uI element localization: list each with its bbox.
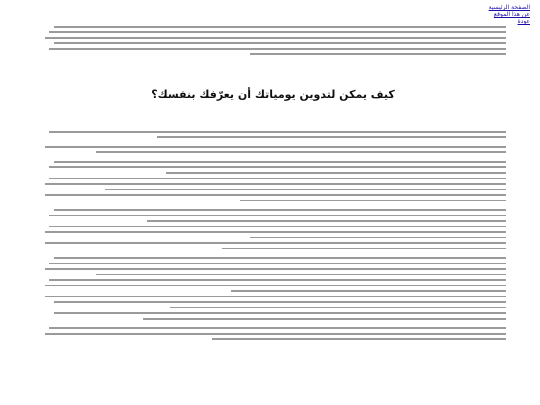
text-placeholder [40, 296, 506, 309]
article-paragraph [40, 161, 506, 174]
article-paragraph [40, 257, 506, 275]
text-line [250, 237, 506, 239]
text-line [105, 189, 506, 191]
article [40, 26, 506, 344]
text-placeholder [40, 226, 506, 239]
article-paragraph [40, 146, 506, 157]
article-paragraph [40, 131, 506, 142]
article-title: كيف يمكن لتدوين يومياتك أن يعرّفك بنفسك؟ [151, 88, 395, 101]
text-line [49, 327, 506, 329]
text-line [49, 279, 506, 281]
nav-link-about[interactable]: عن هذا الموقع [493, 11, 530, 18]
text-placeholder [40, 257, 506, 275]
text-line [157, 136, 507, 138]
text-line [45, 333, 506, 335]
text-line [45, 231, 506, 233]
text-line [231, 290, 506, 292]
text-placeholder [40, 242, 506, 249]
text-line [96, 151, 506, 153]
text-line [212, 338, 506, 340]
text-line [240, 200, 506, 202]
text-line [49, 215, 506, 217]
text-line [49, 48, 506, 50]
text-placeholder [40, 178, 506, 191]
text-line [49, 178, 506, 180]
text-placeholder [40, 26, 506, 55]
text-line [45, 296, 506, 298]
nav-link-home[interactable]: الصفحة الرئيسية [488, 4, 530, 11]
text-placeholder [40, 209, 506, 222]
text-line [147, 220, 506, 222]
text-placeholder [40, 131, 506, 138]
article-paragraph [40, 194, 506, 205]
text-line [170, 307, 506, 309]
nav-link-back[interactable]: عودة [517, 18, 530, 25]
text-line [143, 318, 506, 320]
text-line [54, 161, 506, 163]
text-line [96, 274, 506, 276]
article-paragraph [40, 296, 506, 309]
text-line [45, 285, 506, 287]
text-line [54, 301, 506, 303]
text-placeholder [40, 194, 506, 201]
text-line [45, 194, 506, 196]
intro-paragraph [40, 26, 506, 60]
text-line [45, 37, 506, 39]
text-line [49, 166, 506, 168]
text-placeholder [40, 327, 506, 340]
text-line [49, 131, 506, 133]
text-line [45, 268, 506, 270]
text-line [45, 183, 506, 185]
text-line [54, 209, 506, 211]
text-placeholder [40, 161, 506, 174]
text-line [45, 146, 506, 148]
article-paragraph [40, 178, 506, 191]
text-line [49, 31, 506, 33]
article-paragraph [40, 226, 506, 239]
text-line [54, 257, 506, 259]
top-nav [489, 4, 530, 25]
article-paragraph [40, 279, 506, 292]
article-paragraph [40, 312, 506, 323]
text-line [54, 26, 506, 28]
article-paragraph [40, 242, 506, 253]
text-line [49, 263, 506, 265]
text-line [45, 242, 506, 244]
article-paragraph [40, 327, 506, 340]
text-line [54, 312, 506, 314]
text-line [54, 42, 506, 44]
text-placeholder [40, 312, 506, 319]
text-line [222, 248, 506, 250]
text-placeholder [40, 146, 506, 153]
text-line [250, 53, 506, 55]
article-paragraph [40, 209, 506, 222]
text-line [166, 172, 506, 174]
text-line [49, 226, 506, 228]
text-placeholder [40, 279, 506, 292]
